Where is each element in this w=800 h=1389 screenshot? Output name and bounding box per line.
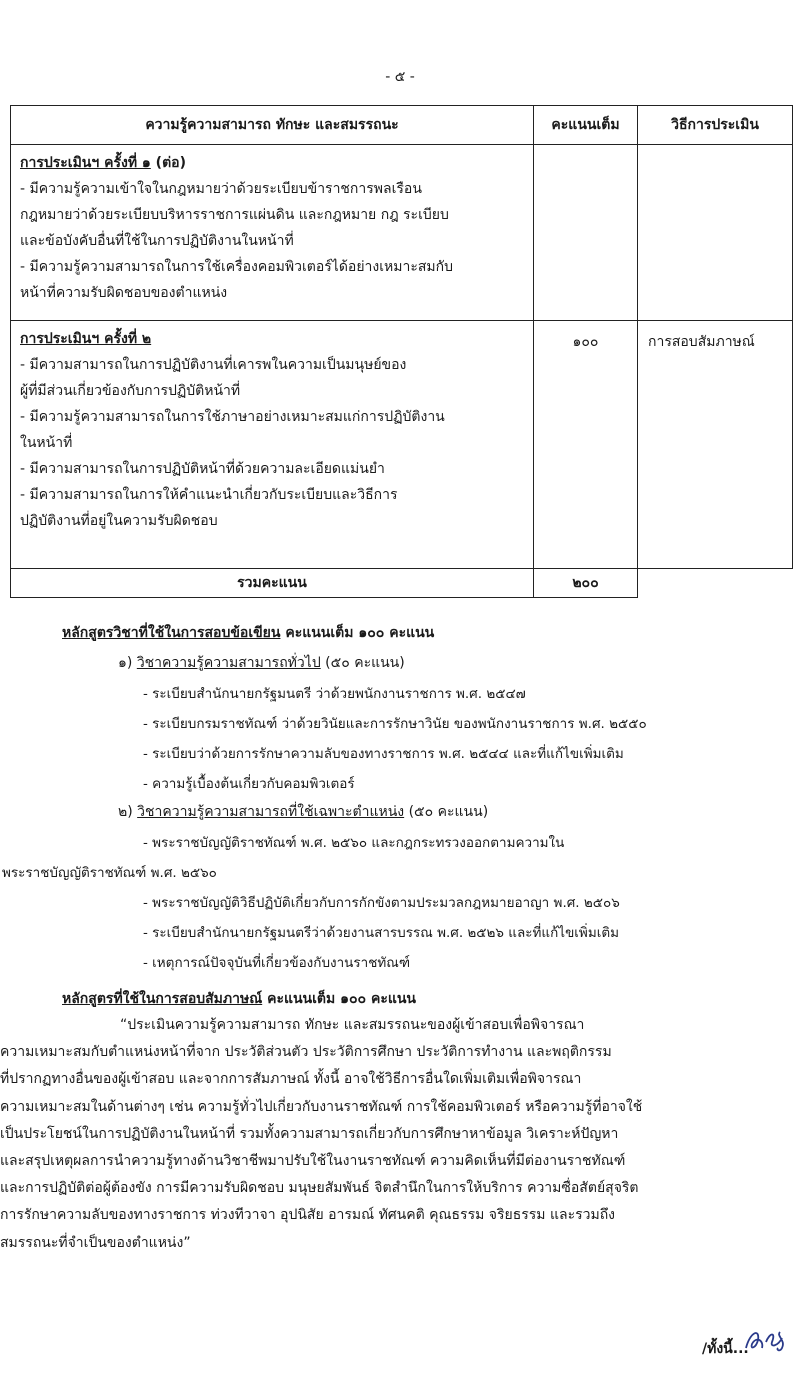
row-title: การประเมินฯ ครั้งที่ ๒ [20, 331, 152, 347]
header-full-score: คะแนนเต็ม [534, 106, 638, 145]
subject-item: - เหตุการณ์ปัจจุบันที่เกี่ยวข้องกับงานราชทัณฑ์ [143, 955, 411, 971]
criteria-cell [11, 145, 534, 321]
criteria-line: - มีความรู้ความสามารถในการใช้เครื่องคอมพิวเตอร์ได้อย่างเหมาะสมกับ [20, 259, 453, 275]
method-cell [638, 145, 793, 321]
criteria-line: ในหน้าที่ [20, 435, 73, 451]
interview-paragraph [0, 1012, 790, 1257]
paragraph-line: ที่ปรากฏทางอื่นของผู้เข้าสอบ และจากการสัมภาษณ์ ทั้งนี้ อาจใช้วิธีการอื่นใดเพิ่มเติมเพื่อพิจารณา [0, 1071, 582, 1088]
table-header-row [11, 106, 793, 145]
paragraph-line: และสรุปเหตุผลการนำความรู้ทางด้านวิชาชีพมาปรับใช้ในงานราชทัณฑ์ ความคิดเห็นที่มีต่องานราชทัณฑ์ [0, 1153, 626, 1170]
header-criteria: ความรู้ความสามารถ ทักษะ และสมรรถนะ [11, 106, 534, 145]
subject-heading: ๑) วิชาความรู้ความสามารถทั่วไป (๕๐ คะแนน) [118, 655, 405, 671]
criteria-cell [11, 321, 534, 569]
subject-item: - ระเบียบว่าด้วยการรักษาความลับของทางราชการ พ.ศ. ๒๕๔๔ และที่แก้ไขเพิ่มเติม [143, 746, 624, 762]
table-row [11, 145, 793, 321]
row-title: การประเมินฯ ครั้งที่ ๑ [20, 155, 151, 171]
paragraph-line: “ประเมินความรู้ความสามารถ ทักษะ และสมรรถนะของผู้เข้าสอบเพื่อพิจารณา [120, 1017, 585, 1033]
score-cell [534, 145, 638, 321]
subject-item: พระราชบัญญัติราชทัณฑ์ พ.ศ. ๒๕๖๐ [2, 865, 217, 881]
total-label: รวมคะแนน [11, 569, 534, 598]
score-cell: ๑๐๐ [534, 321, 638, 569]
subject-item: - ระเบียบสำนักนายกรัฐมนตรี ว่าด้วยพนักงานราชการ พ.ศ. ๒๕๔๗ [143, 686, 526, 702]
signature-initials [742, 1318, 792, 1358]
subject-item: - ความรู้เบื้องต้นเกี่ยวกับคอมพิวเตอร์ [143, 776, 355, 792]
continuation-text: /ทั้งนี้... [702, 1341, 749, 1357]
page-number: - ๕ - [385, 69, 415, 85]
criteria-line: - มีความสามารถในการปฏิบัติงานที่เคารพในความเป็นมนุษย์ของ [20, 357, 407, 373]
table-row [11, 321, 793, 569]
subject-heading: ๒) วิชาความรู้ความสามารถที่ใช้เฉพาะตำแหน่ง (๕๐ คะแนน) [118, 804, 489, 820]
paragraph-line: ความเหมาะสมกับตำแหน่งหน้าที่จาก ประวัติส่วนตัว ประวัติการศึกษา ประวัติการทำงาน และพฤติกรรม [0, 1044, 612, 1061]
paragraph-line: สมรรถนะที่จำเป็นของตำแหน่ง” [0, 1234, 191, 1251]
criteria-line: ผู้ที่มีส่วนเกี่ยวข้องกับการปฏิบัติหน้าที่ [20, 383, 241, 399]
criteria-line: - มีความรู้ความสามารถในการใช้ภาษาอย่างเหมาะสมแก่การปฏิบัติงาน [20, 409, 445, 425]
method-cell: การสอบสัมภาษณ์ [638, 321, 793, 569]
criteria-line: กฎหมายว่าด้วยระเบียบบริหารราชการแผ่นดิน และกฎหมาย กฎ ระเบียบ [20, 207, 449, 223]
criteria-table [10, 105, 793, 598]
criteria-line: - มีความสามารถในการให้คำแนะนำเกี่ยวกับระเบียบและวิธีการ [20, 487, 398, 503]
paragraph-line: เป็นประโยชน์ในการปฏิบัติงานในหน้าที่ รวมทั้งความสามารถเกี่ยวกับการศึกษาหาข้อมูล วิเคราะห์ปัญหา [0, 1125, 619, 1142]
paragraph-line: การรักษาความลับของทางราชการ ท่วงทีวาจา อุปนิสัย อารมณ์ ทัศนคติ คุณธรรม จริยธรรม และรวมถึง [0, 1207, 616, 1224]
criteria-line: - มีความรู้ความเข้าใจในกฎหมายว่าด้วยระเบียบข้าราชการพลเรือน [20, 181, 422, 197]
row-title-suffix: (ต่อ) [150, 155, 186, 171]
interview-heading: หลักสูตรที่ใช้ในการสอบสัมภาษณ์ คะแนนเต็ม ๑๐๐ คะแนน [62, 991, 417, 1007]
criteria-line: หน้าที่ความรับผิดชอบของตำแหน่ง [20, 285, 228, 301]
total-score: ๒๐๐ [534, 569, 638, 598]
total-row [11, 569, 793, 598]
subject-item: - พระราชบัญญัติราชทัณฑ์ พ.ศ. ๒๕๖๐ และกฎกระทรวงออกตามความใน [143, 835, 565, 851]
paragraph-line: และการปฏิบัติต่อผู้ต้องขัง การมีความรับผิดชอบ มนุษยสัมพันธ์ จิตสำนึกในการให้บริการ ความซื่อสัตย์สุจริต [0, 1180, 639, 1197]
paragraph-line: ความเหมาะสมในด้านต่างๆ เช่น ความรู้ทั่วไปเกี่ยวกับงานราชทัณฑ์ การใช้คอมพิวเตอร์ หรือความรู้ที่อาจใช้ [0, 1098, 643, 1115]
subject-item: - ระเบียบกรมราชทัณฑ์ ว่าด้วยวินัยและการรักษาวินัย ของพนักงานราชการ พ.ศ. ๒๕๕๐ [143, 716, 647, 732]
subject-item: - พระราชบัญญัติวิธีปฏิบัติเกี่ยวกับการกักขังตามประมวลกฎหมายอาญา พ.ศ. ๒๕๐๖ [143, 895, 620, 911]
header-method: วิธีการประเมิน [638, 106, 793, 145]
criteria-line: ปฏิบัติงานที่อยู่ในความรับผิดชอบ [20, 513, 218, 529]
criteria-line: และข้อบังคับอื่นที่ใช้ในการปฏิบัติงานในหน้าที่ [20, 233, 294, 249]
criteria-line: - มีความสามารถในการปฏิบัติหน้าที่ด้วยความละเอียดแม่นยำ [20, 461, 385, 477]
subject-item: - ระเบียบสำนักนายกรัฐมนตรีว่าด้วยงานสารบรรณ พ.ศ. ๒๕๒๖ และที่แก้ไขเพิ่มเติม [143, 925, 619, 941]
written-exam-heading: หลักสูตรวิชาที่ใช้ในการสอบข้อเขียน คะแนนเต็ม ๑๐๐ คะแนน [62, 625, 435, 641]
